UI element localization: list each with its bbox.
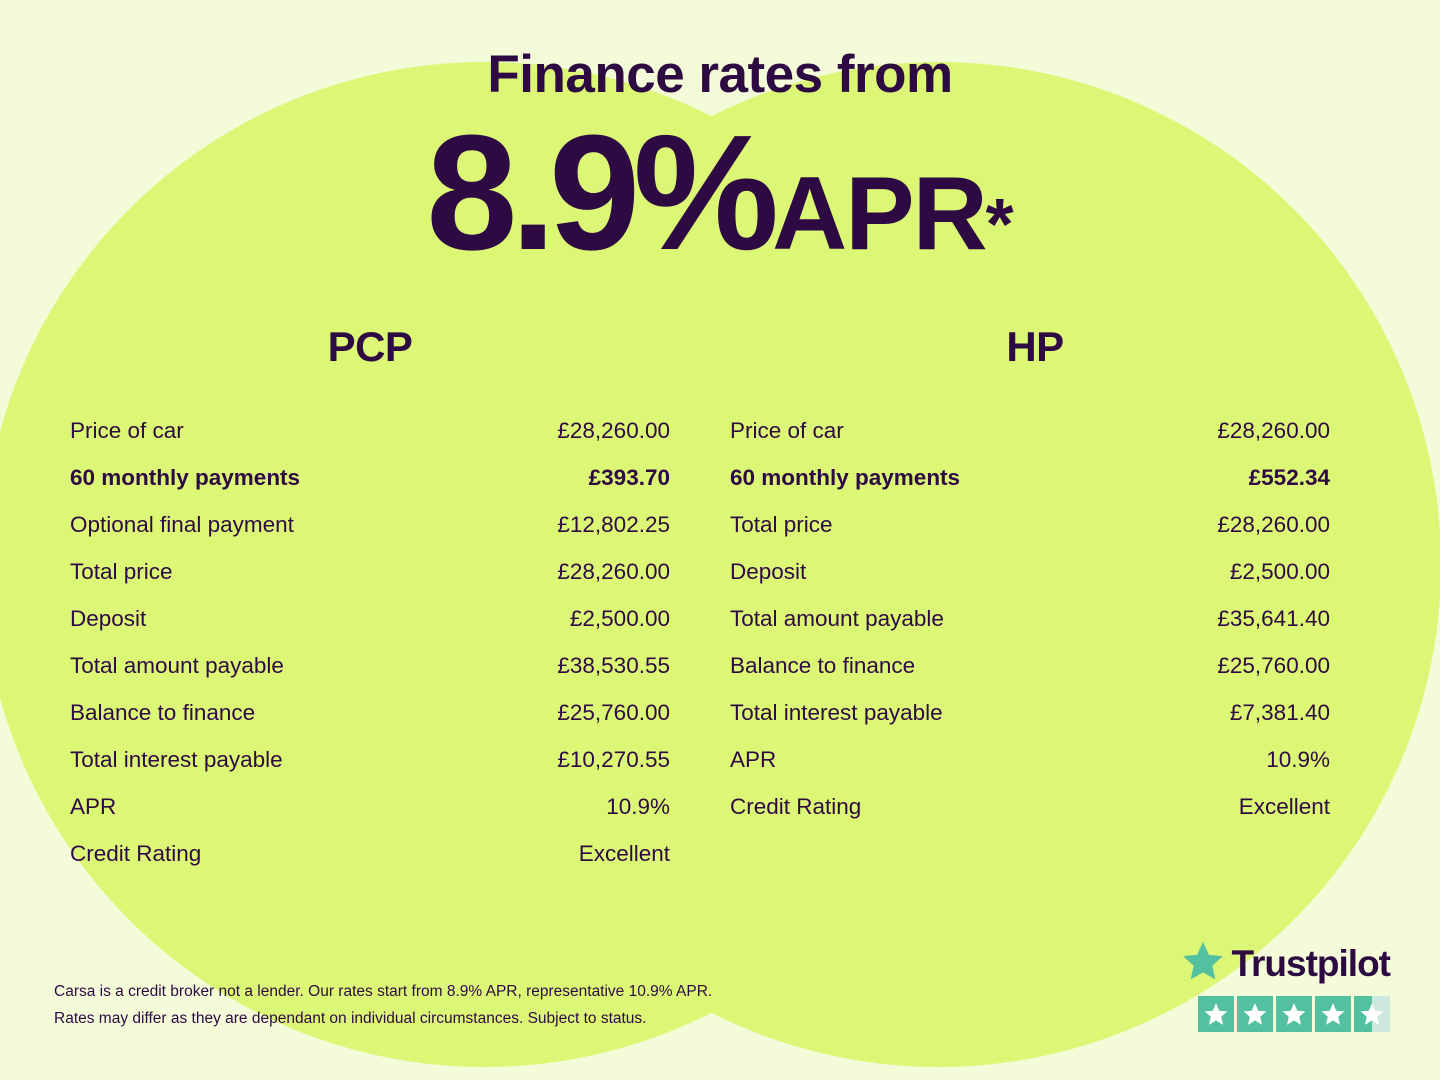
row-value: £28,260.00 bbox=[1217, 417, 1330, 443]
table-row bbox=[730, 783, 1330, 830]
table-row bbox=[70, 407, 670, 454]
table-row bbox=[70, 642, 670, 689]
row-value: £25,760.00 bbox=[557, 699, 670, 725]
row-value: £28,260.00 bbox=[557, 558, 670, 584]
row-value: 10.9% bbox=[606, 793, 670, 819]
row-value: Excellent bbox=[1238, 793, 1330, 819]
row-label: Total amount payable bbox=[730, 605, 944, 631]
row-label: Optional final payment bbox=[70, 511, 294, 537]
row-label: Total price bbox=[730, 511, 833, 537]
table-row bbox=[70, 454, 670, 501]
disclaimer-line-2: Rates may differ as they are dependant on individual circumstances. Subject to status. bbox=[54, 1009, 647, 1027]
row-value: £2,500.00 bbox=[569, 605, 670, 631]
table-row bbox=[70, 830, 670, 877]
row-label: Deposit bbox=[70, 605, 147, 631]
table-row bbox=[70, 595, 670, 642]
apr-rate-value: 8.9% bbox=[426, 101, 773, 284]
apr-label: APR bbox=[772, 156, 986, 272]
disclaimer-line-1: Carsa is a credit broker not a lender. Our rates start from 8.9% APR, representative 10.9% APR. bbox=[54, 982, 713, 1000]
row-label: 60 monthly payments bbox=[730, 464, 961, 490]
star-icon bbox=[1181, 939, 1225, 988]
star-icon bbox=[1276, 996, 1312, 1032]
table-row bbox=[730, 736, 1330, 783]
star-icon bbox=[1198, 996, 1234, 1032]
row-value: £10,270.55 bbox=[557, 746, 670, 772]
table-row bbox=[70, 501, 670, 548]
row-value: £393.70 bbox=[588, 464, 670, 490]
row-label: Price of car bbox=[730, 417, 844, 443]
row-label: Total amount payable bbox=[70, 652, 284, 678]
page-title: Finance rates from bbox=[487, 45, 953, 104]
row-value: £12,802.25 bbox=[557, 511, 670, 537]
table-row bbox=[730, 407, 1330, 454]
row-value: Excellent bbox=[578, 840, 670, 866]
star-icon bbox=[1315, 996, 1351, 1032]
row-value: 10.9% bbox=[1266, 746, 1330, 772]
row-value: £2,500.00 bbox=[1229, 558, 1330, 584]
finance-column-hp bbox=[700, 323, 1360, 877]
rates-table-pcp bbox=[70, 407, 670, 877]
column-title-hp: HP bbox=[1006, 323, 1064, 370]
table-row bbox=[730, 548, 1330, 595]
column-title-pcp: PCP bbox=[327, 323, 413, 370]
row-label: APR bbox=[730, 746, 777, 772]
rates-table-hp bbox=[730, 407, 1330, 830]
row-value: £35,641.40 bbox=[1217, 605, 1330, 631]
row-label: Deposit bbox=[730, 558, 807, 584]
table-row bbox=[730, 501, 1330, 548]
row-value: £25,760.00 bbox=[1217, 652, 1330, 678]
star-icon bbox=[1237, 996, 1273, 1032]
table-row bbox=[70, 689, 670, 736]
finance-column-pcp bbox=[40, 323, 700, 877]
table-row bbox=[730, 454, 1330, 501]
trustpilot-header bbox=[1181, 939, 1390, 988]
row-label: 60 monthly payments bbox=[70, 464, 301, 490]
table-row bbox=[730, 642, 1330, 689]
row-label: Credit Rating bbox=[70, 840, 202, 866]
row-label: Credit Rating bbox=[730, 793, 862, 819]
row-label: Balance to finance bbox=[730, 652, 916, 678]
row-label: Price of car bbox=[70, 417, 184, 443]
apr-asterisk: * bbox=[985, 184, 1014, 265]
table-row bbox=[730, 595, 1330, 642]
row-value: £38,530.55 bbox=[557, 652, 670, 678]
disclaimer-text bbox=[54, 978, 712, 1032]
row-label: Total price bbox=[70, 558, 173, 584]
table-row bbox=[70, 548, 670, 595]
row-value: £28,260.00 bbox=[1217, 511, 1330, 537]
trustpilot-rating bbox=[1181, 996, 1390, 1032]
trustpilot-badge[interactable] bbox=[1181, 939, 1390, 1032]
row-label: APR bbox=[70, 793, 117, 819]
row-label: Total interest payable bbox=[70, 746, 283, 772]
table-row bbox=[70, 783, 670, 830]
star-half-icon bbox=[1354, 996, 1390, 1032]
row-value: £28,260.00 bbox=[557, 417, 670, 443]
row-value: £552.34 bbox=[1248, 464, 1330, 490]
row-label: Total interest payable bbox=[730, 699, 943, 725]
finance-comparison bbox=[0, 323, 1440, 877]
row-value: £7,381.40 bbox=[1229, 699, 1330, 725]
trustpilot-wordmark: Trustpilot bbox=[1231, 942, 1390, 984]
table-row bbox=[70, 736, 670, 783]
apr-headline bbox=[0, 101, 1440, 284]
row-label: Balance to finance bbox=[70, 699, 256, 725]
table-row bbox=[730, 689, 1330, 736]
